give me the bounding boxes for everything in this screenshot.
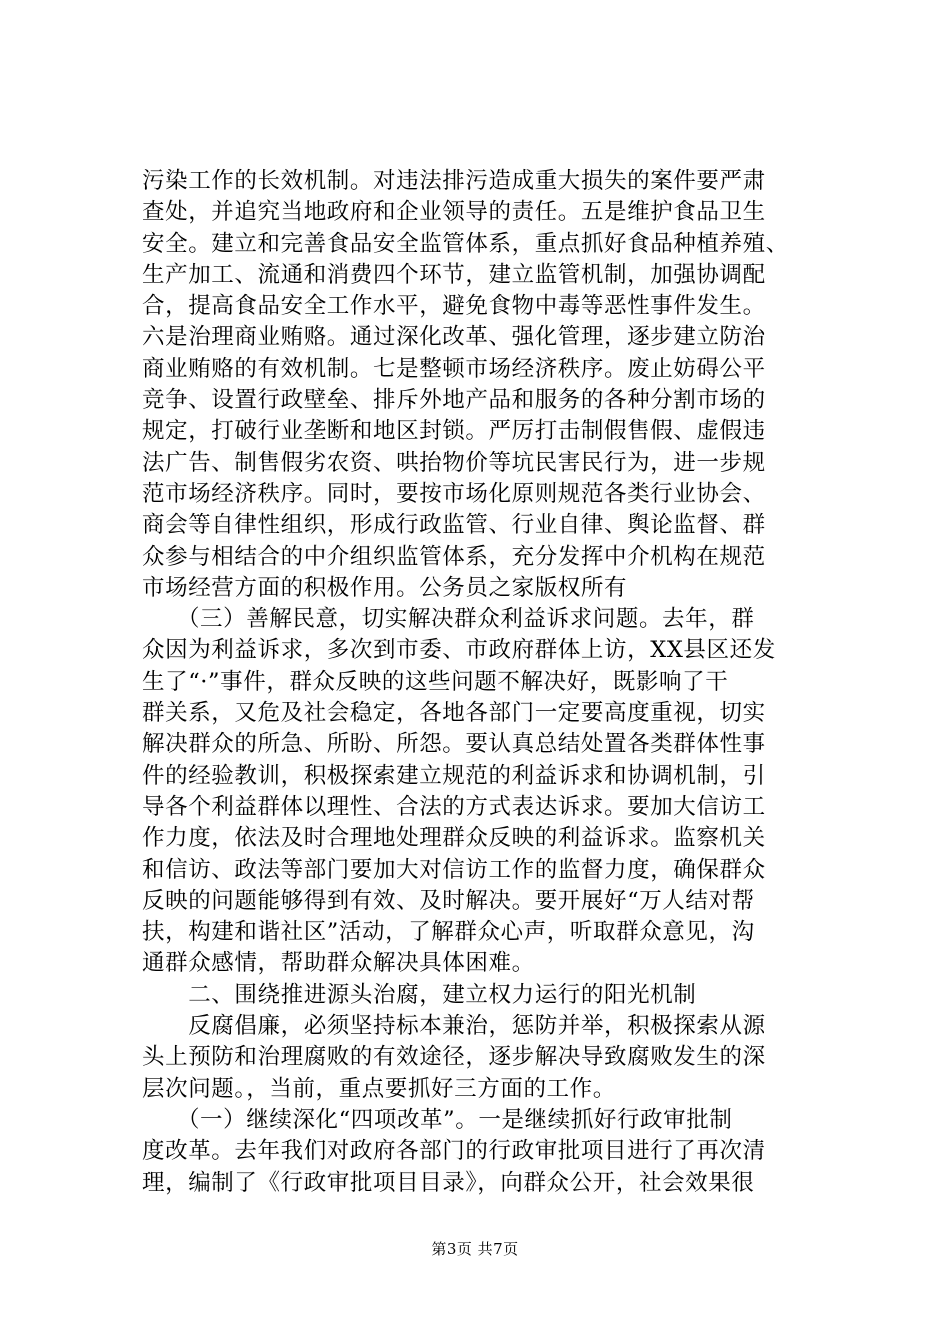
text-line: （一）继续深化“四项改革”。一是继续抓好行政审批制 [142,1106,733,1133]
text-line: 通群众感情，帮助群众解决具体困难。 [142,950,535,977]
page-number-footer: 第3页 共7页 [431,1240,519,1258]
text-line: 层次问题。，当前，重点要抓好三方面的工作。 [142,1075,616,1102]
text-line: 作力度，依法及时合理地处理群众反映的利益诉求。监察机关 [142,825,766,852]
text-line: 众参与相结合的中介组织监管体系，充分发挥中介机构在规范 [142,543,766,570]
section-heading: 二、围绕推进源头治腐，建立权力运行的阳光机制 [142,981,697,1008]
text-line: 合，提高食品安全工作水平，避免食物中毒等恶性事件发生。 [142,293,766,320]
text-line: 导各个利益群体以理性、合法的方式表达诉求。要加大信访工 [142,793,766,820]
text-line: 生了“·”事件，群众反映的这些问题不解决好，既影响了干 [142,668,729,695]
text-line: （三）善解民意，切实解决群众利益诉求问题。去年，群 [142,606,755,633]
text-line: 安全。建立和完善食品安全监管体系，重点抓好食品种植养殖、 [142,230,789,257]
text-line: 市场经营方面的积极作用。公务员之家版权所有 [142,574,628,601]
text-line: 理，编制了《行政审批项目目录》，向群众公开，社会效果很 [142,1169,755,1196]
text-line: 度改革。去年我们对政府各部门的行政审批项目进行了再次清 [142,1138,766,1165]
text-line: 头上预防和治理腐败的有效途径，逐步解决导致腐败发生的深 [142,1044,766,1071]
text-line: 规定，打破行业垄断和地区封锁。严厉打击制假售假、虚假违 [142,418,766,445]
text-line: 生产加工、流通和消费四个环节，建立监管机制，加强协调配 [142,261,766,288]
document-body [142,166,832,1199]
text-line: 和信访、政法等部门要加大对信访工作的监督力度，确保群众 [142,856,766,883]
text-line: 反腐倡廉，必须坚持标本兼治，惩防并举，积极探索从源 [142,1013,766,1040]
text-line: 六是治理商业贿赂。通过深化改革、强化管理，逐步建立防治 [142,324,766,351]
text-line: 竞争、设置行政壁垒、排斥外地产品和服务的各种分割市场的 [142,387,766,414]
text-line: 商会等自律性组织，形成行政监管、行业自律、舆论监督、群 [142,512,766,539]
text-line: 反映的问题能够得到有效、及时解决。要开展好“万人结对帮 [142,887,755,914]
text-line: 查处，并追究当地政府和企业领导的责任。五是维护食品卫生 [142,199,766,226]
text-line: 范市场经济秩序。同时，要按市场化原则规范各类行业协会、 [142,480,766,507]
text-line: 群关系，又危及社会稳定，各地各部门一定要高度重视，切实 [142,700,766,727]
text-line: 法广告、制售假劣农资、哄抬物价等坑民害民行为，进一步规 [142,449,766,476]
text-line: 件的经验教训，积极探索建立规范的利益诉求和协调机制，引 [142,762,766,789]
text-line: 解决群众的所急、所盼、所怨。要认真总结处置各类群体性事 [142,731,766,758]
text-line: 扶，构建和谐社区”活动，了解群众心声，听取群众意见，沟 [142,919,755,946]
text-line: 商业贿赂的有效机制。七是整顿市场经济秩序。废止妨碍公平 [142,355,766,382]
text-line: 众因为利益诉求，多次到市委、市政府群体上访，XX县区还发 [142,637,776,664]
text-line: 污染工作的长效机制。对违法排污造成重大损失的案件要严肃 [142,168,766,194]
